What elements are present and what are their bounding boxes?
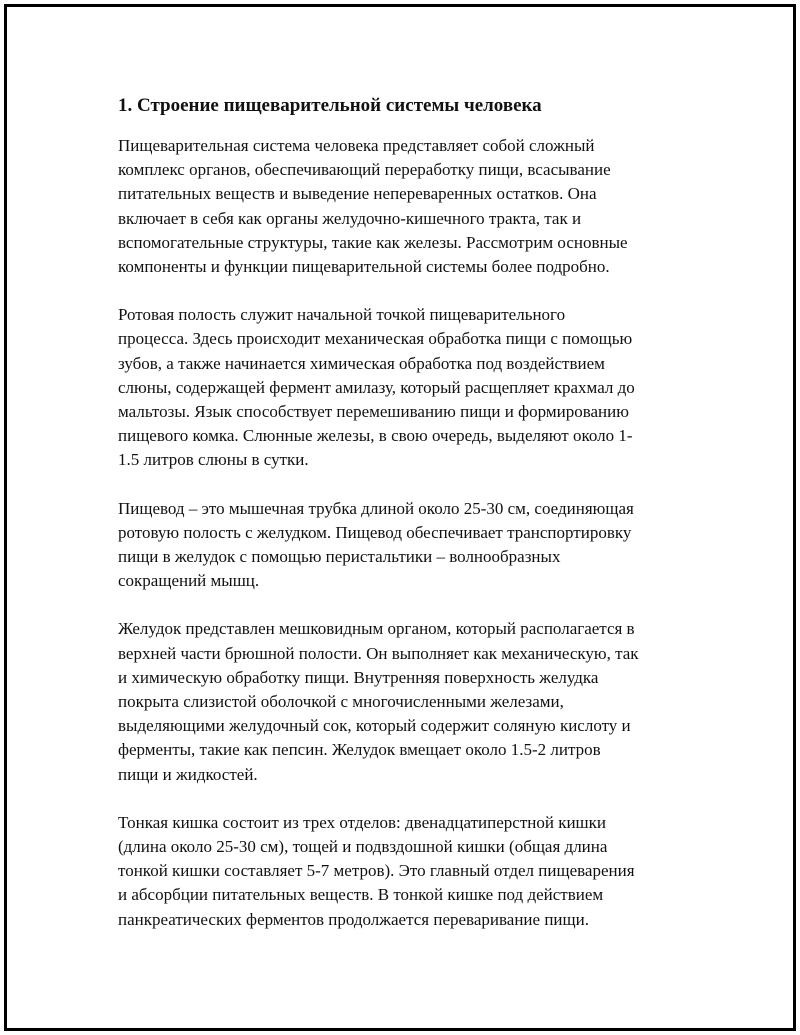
paragraph-line: ротовую полость с желудком. Пищевод обеспечивает транспортировку <box>118 522 632 542</box>
paragraph-line: Желудок представлен мешковидным органом, который располагается в <box>118 619 635 639</box>
paragraph-line: (длина около 25-30 см), тощей и подвздошной кишки (общая длина <box>118 837 608 857</box>
paragraph-line: и химическую обработку пищи. Внутренняя поверхность желудка <box>118 667 599 687</box>
paragraph-esophagus <box>118 497 688 594</box>
paragraph-line: сокращений мышц. <box>118 571 260 591</box>
paragraph-line: верхней части брюшной полости. Он выполняет как механическую, так <box>118 643 639 663</box>
document-title: 1. Строение пищеварительной системы человека <box>118 95 542 116</box>
paragraph-line: компоненты и функции пищеварительной системы более подробно. <box>118 257 610 277</box>
paragraph-line: слюны, содержащей фермент амилазу, который расщепляет крахмал до <box>118 377 635 397</box>
paragraph-oral-cavity <box>118 303 688 472</box>
paragraph-line: и абсорбции питательных веществ. В тонкой кишке под действием <box>118 885 604 905</box>
paragraph-line: Ротовая полость служит начальной точкой пищеварительного <box>118 305 566 325</box>
paragraph-line: зубов, а также начинается химическая обработка под воздействием <box>118 353 605 373</box>
paragraph-line: пищевого комка. Слюнные железы, в свою очередь, выделяют около 1- <box>118 426 633 446</box>
paragraph-line: ферменты, такие как пепсин. Желудок вмещает около 1.5-2 литров <box>118 740 601 760</box>
paragraph-line: мальтозы. Язык способствует перемешиванию пищи и формированию <box>118 402 629 422</box>
paragraph-line: покрыта слизистой оболочкой с многочисленными железами, <box>118 692 564 712</box>
paragraph-line: включает в себя как органы желудочно-кишечного тракта, так и <box>118 208 582 228</box>
paragraph-line: процесса. Здесь происходит механическая обработка пищи с помощью <box>118 329 633 349</box>
paragraph-line: Тонкая кишка состоит из трех отделов: двенадцатиперстной кишки <box>118 812 607 832</box>
paragraph-line: пищи и жидкостей. <box>118 764 258 784</box>
paragraph-line: питательных веществ и выведение непереваренных остатков. Она <box>118 184 597 204</box>
paragraph-line: выделяющими желудочный сок, который содержит соляную кислоту и <box>118 716 631 736</box>
paragraph-line: вспомогательные структуры, такие как железы. Рассмотрим основные <box>118 232 628 252</box>
paragraph-line: пищи в желудок с помощью перистальтики – волнообразных <box>118 547 561 567</box>
paragraph-small-intestine <box>118 811 688 932</box>
paragraph-stomach <box>118 617 688 786</box>
paragraph-line: комплекс органов, обеспечивающий переработку пищи, всасывание <box>118 160 611 180</box>
paragraph-line: Пищеварительная система человека представляет собой сложный <box>118 136 595 155</box>
document-body <box>118 92 688 956</box>
paragraph-digestive-system-overview <box>118 134 688 279</box>
paragraph-line: панкреатических ферментов продолжается переваривание пищи. <box>118 909 589 929</box>
paragraph-line: Пищевод – это мышечная трубка длиной около 25-30 см, соединяющая <box>118 498 634 518</box>
paragraph-line: 1.5 литров слюны в сутки. <box>118 450 309 470</box>
paragraph-line: тонкой кишки составляет 5-7 метров). Это главный отдел пищеварения <box>118 861 635 881</box>
